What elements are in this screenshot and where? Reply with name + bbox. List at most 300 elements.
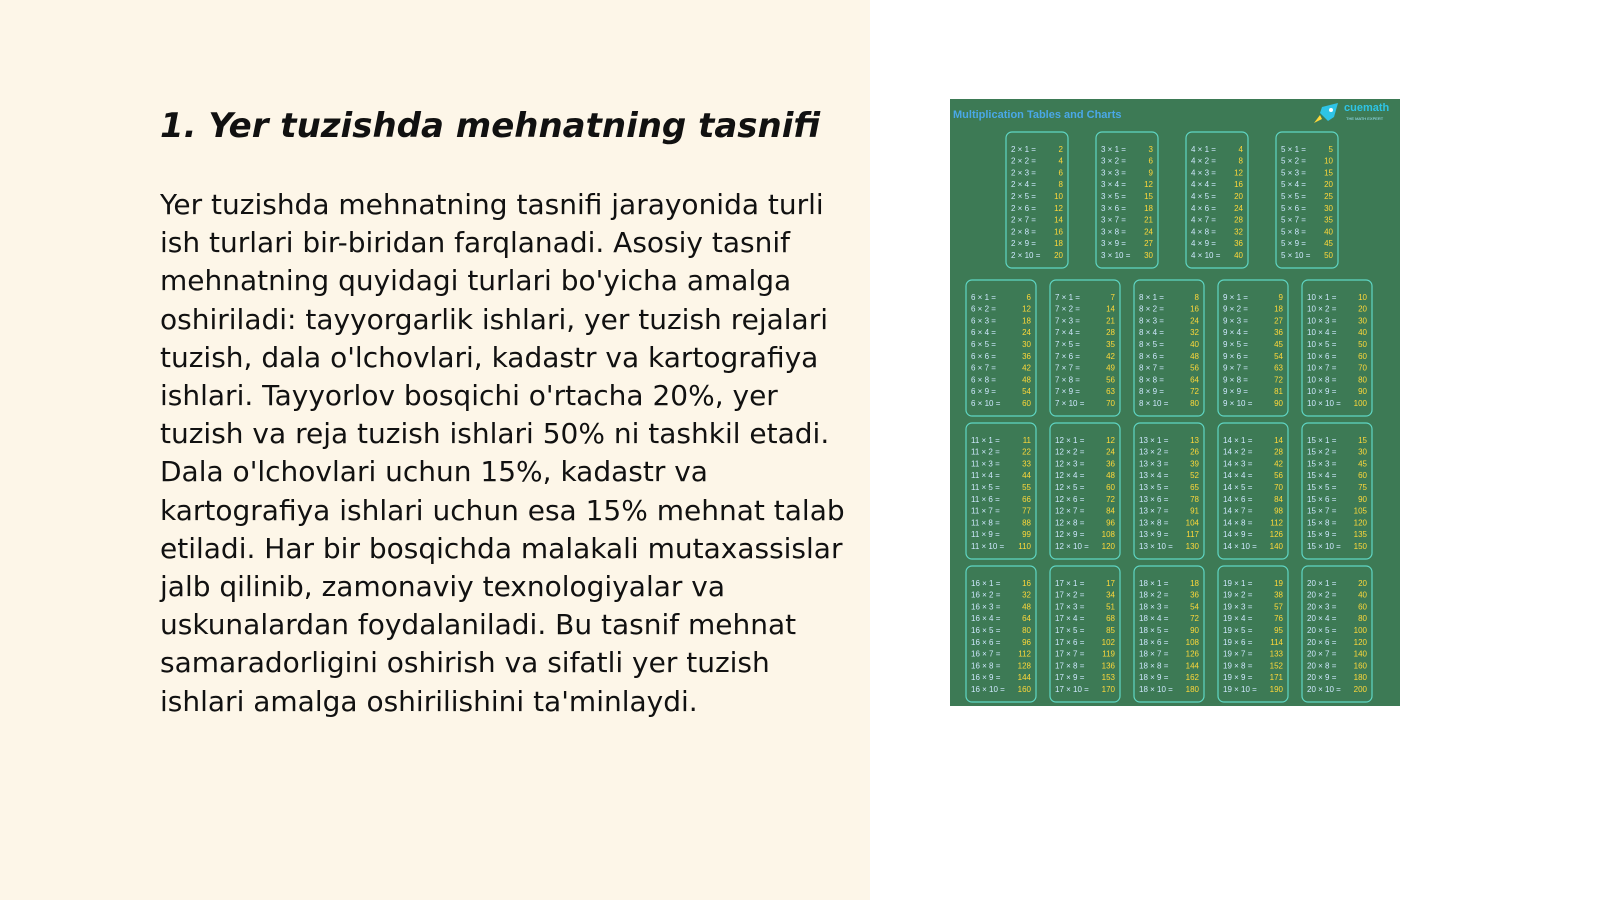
svg-text:12 × 6 =: 12 × 6 = bbox=[1055, 494, 1085, 504]
svg-text:56: 56 bbox=[1106, 375, 1115, 385]
svg-text:126: 126 bbox=[1269, 530, 1283, 540]
slide-title: 1. Yer tuzishda mehnatning tasnifi bbox=[160, 106, 821, 146]
svg-text:40: 40 bbox=[1358, 590, 1367, 600]
svg-text:13 × 3 =: 13 × 3 = bbox=[1139, 459, 1169, 469]
svg-text:8 × 8 =: 8 × 8 = bbox=[1139, 375, 1164, 385]
svg-text:18 × 4 =: 18 × 4 = bbox=[1139, 614, 1169, 624]
svg-text:60: 60 bbox=[1358, 351, 1367, 361]
svg-text:18 × 1 =: 18 × 1 = bbox=[1139, 578, 1169, 588]
svg-text:12 × 7 =: 12 × 7 = bbox=[1055, 506, 1085, 516]
svg-text:90: 90 bbox=[1358, 387, 1367, 397]
svg-text:10 × 8 =: 10 × 8 = bbox=[1307, 375, 1337, 385]
svg-text:68: 68 bbox=[1106, 614, 1115, 624]
svg-text:126: 126 bbox=[1185, 649, 1199, 659]
svg-text:4 × 1 =: 4 × 1 = bbox=[1191, 144, 1216, 154]
svg-text:3 × 3 =: 3 × 3 = bbox=[1101, 168, 1126, 178]
svg-text:190: 190 bbox=[1269, 685, 1283, 694]
svg-text:12 × 1 =: 12 × 1 = bbox=[1055, 435, 1085, 445]
svg-text:72: 72 bbox=[1190, 387, 1199, 397]
svg-text:36: 36 bbox=[1274, 328, 1283, 338]
svg-text:13 × 8 =: 13 × 8 = bbox=[1139, 518, 1169, 528]
svg-text:11 × 2 =: 11 × 2 = bbox=[971, 447, 1000, 457]
svg-text:21: 21 bbox=[1106, 316, 1115, 326]
table-card-3 bbox=[1096, 132, 1158, 268]
svg-text:17 × 9 =: 17 × 9 = bbox=[1055, 673, 1085, 683]
svg-text:2: 2 bbox=[1058, 144, 1063, 154]
svg-text:11 × 7 =: 11 × 7 = bbox=[971, 506, 1000, 516]
svg-text:114: 114 bbox=[1270, 637, 1283, 647]
svg-text:18: 18 bbox=[1022, 316, 1031, 326]
svg-text:4 × 10 =: 4 × 10 = bbox=[1191, 251, 1221, 260]
svg-text:30: 30 bbox=[1358, 447, 1367, 457]
svg-text:8: 8 bbox=[1194, 292, 1199, 302]
logo-subtext: THE MATH EXPERT bbox=[1346, 116, 1384, 121]
svg-text:65: 65 bbox=[1190, 483, 1199, 492]
svg-text:54: 54 bbox=[1022, 387, 1031, 397]
svg-text:171: 171 bbox=[1269, 673, 1283, 683]
svg-text:19 × 6 =: 19 × 6 = bbox=[1223, 637, 1253, 647]
svg-text:8 × 2 =: 8 × 2 = bbox=[1139, 304, 1164, 314]
svg-text:120: 120 bbox=[1101, 542, 1115, 551]
svg-text:6 × 8 =: 6 × 8 = bbox=[971, 375, 996, 385]
svg-text:17 × 6 =: 17 × 6 = bbox=[1055, 637, 1085, 647]
svg-text:15: 15 bbox=[1358, 435, 1367, 445]
svg-text:8 × 5 =: 8 × 5 = bbox=[1139, 340, 1164, 349]
svg-text:9 × 4 =: 9 × 4 = bbox=[1223, 328, 1248, 338]
svg-text:18 × 2 =: 18 × 2 = bbox=[1139, 590, 1169, 600]
svg-text:63: 63 bbox=[1106, 387, 1115, 397]
svg-text:12 × 3 =: 12 × 3 = bbox=[1055, 459, 1085, 469]
svg-text:19 × 9 =: 19 × 9 = bbox=[1223, 673, 1253, 683]
svg-text:20 × 4 =: 20 × 4 = bbox=[1307, 614, 1337, 624]
svg-text:13 × 6 =: 13 × 6 = bbox=[1139, 494, 1169, 504]
svg-text:72: 72 bbox=[1106, 494, 1115, 504]
svg-text:7 × 8 =: 7 × 8 = bbox=[1055, 375, 1080, 385]
table-card-18 bbox=[1134, 566, 1204, 702]
svg-text:48: 48 bbox=[1022, 375, 1031, 385]
svg-text:15 × 2 =: 15 × 2 = bbox=[1307, 447, 1337, 457]
svg-text:18 × 7 =: 18 × 7 = bbox=[1139, 649, 1169, 659]
svg-text:140: 140 bbox=[1269, 542, 1283, 551]
svg-text:100: 100 bbox=[1353, 626, 1367, 635]
svg-text:180: 180 bbox=[1353, 673, 1367, 683]
svg-text:3 × 6 =: 3 × 6 = bbox=[1101, 203, 1126, 213]
svg-text:11 × 10 =: 11 × 10 = bbox=[971, 542, 1005, 551]
svg-text:160: 160 bbox=[1017, 685, 1031, 694]
svg-text:16 × 2 =: 16 × 2 = bbox=[971, 590, 1001, 600]
svg-text:18 × 9 =: 18 × 9 = bbox=[1139, 673, 1169, 683]
svg-text:48: 48 bbox=[1106, 471, 1115, 481]
svg-text:5 × 1 =: 5 × 1 = bbox=[1281, 144, 1306, 154]
svg-text:20 × 6 =: 20 × 6 = bbox=[1307, 637, 1337, 647]
svg-text:9 × 10 =: 9 × 10 = bbox=[1223, 399, 1253, 408]
svg-text:11 × 8 =: 11 × 8 = bbox=[971, 518, 1000, 528]
svg-text:44: 44 bbox=[1022, 471, 1031, 481]
svg-text:105: 105 bbox=[1353, 506, 1367, 516]
table-card-7 bbox=[1050, 280, 1120, 416]
svg-text:56: 56 bbox=[1190, 363, 1199, 373]
svg-text:17 × 5 =: 17 × 5 = bbox=[1055, 626, 1085, 635]
svg-text:10: 10 bbox=[1358, 292, 1367, 302]
svg-text:13 × 9 =: 13 × 9 = bbox=[1139, 530, 1169, 540]
svg-text:3 × 1 =: 3 × 1 = bbox=[1101, 144, 1126, 154]
svg-text:8: 8 bbox=[1238, 156, 1243, 166]
svg-text:102: 102 bbox=[1101, 637, 1115, 647]
multiplication-chart-graphic bbox=[950, 99, 1400, 706]
svg-text:12: 12 bbox=[1054, 203, 1063, 213]
svg-text:20 × 3 =: 20 × 3 = bbox=[1307, 602, 1337, 612]
svg-text:95: 95 bbox=[1274, 626, 1283, 635]
svg-text:16 × 6 =: 16 × 6 = bbox=[971, 637, 1001, 647]
svg-text:24: 24 bbox=[1144, 227, 1153, 237]
svg-text:18: 18 bbox=[1274, 304, 1283, 314]
svg-text:34: 34 bbox=[1106, 590, 1115, 600]
svg-text:7 × 3 =: 7 × 3 = bbox=[1055, 316, 1080, 326]
svg-text:10: 10 bbox=[1054, 192, 1063, 201]
svg-text:200: 200 bbox=[1353, 685, 1367, 694]
svg-text:19 × 5 =: 19 × 5 = bbox=[1223, 626, 1253, 635]
svg-text:6 × 2 =: 6 × 2 = bbox=[971, 304, 996, 314]
svg-text:84: 84 bbox=[1274, 494, 1283, 504]
svg-text:32: 32 bbox=[1190, 328, 1199, 338]
svg-text:4 × 6 =: 4 × 6 = bbox=[1191, 203, 1216, 213]
svg-text:70: 70 bbox=[1274, 483, 1283, 492]
svg-text:70: 70 bbox=[1358, 363, 1367, 373]
svg-text:28: 28 bbox=[1106, 328, 1115, 338]
svg-text:10 × 2 =: 10 × 2 = bbox=[1307, 304, 1337, 314]
svg-text:4 × 7 =: 4 × 7 = bbox=[1191, 215, 1216, 225]
svg-text:51: 51 bbox=[1106, 602, 1115, 612]
svg-text:18 × 10 =: 18 × 10 = bbox=[1139, 685, 1173, 694]
svg-text:8 × 7 =: 8 × 7 = bbox=[1139, 363, 1164, 373]
svg-text:96: 96 bbox=[1022, 637, 1031, 647]
svg-text:12 × 8 =: 12 × 8 = bbox=[1055, 518, 1085, 528]
svg-text:14 × 8 =: 14 × 8 = bbox=[1223, 518, 1253, 528]
svg-text:57: 57 bbox=[1274, 602, 1283, 612]
svg-text:5 × 7 =: 5 × 7 = bbox=[1281, 215, 1306, 225]
svg-text:36: 36 bbox=[1106, 459, 1115, 469]
svg-text:19 × 1 =: 19 × 1 = bbox=[1223, 578, 1253, 588]
svg-text:5 × 4 =: 5 × 4 = bbox=[1281, 180, 1306, 190]
svg-text:32: 32 bbox=[1234, 227, 1243, 237]
svg-text:18 × 6 =: 18 × 6 = bbox=[1139, 637, 1169, 647]
svg-text:19 × 3 =: 19 × 3 = bbox=[1223, 602, 1253, 612]
svg-text:12: 12 bbox=[1022, 304, 1031, 314]
svg-text:136: 136 bbox=[1101, 661, 1115, 671]
table-card-16 bbox=[966, 566, 1036, 702]
svg-text:91: 91 bbox=[1190, 506, 1199, 516]
svg-text:9 × 7 =: 9 × 7 = bbox=[1223, 363, 1248, 373]
svg-text:19 × 7 =: 19 × 7 = bbox=[1223, 649, 1253, 659]
svg-text:13 × 2 =: 13 × 2 = bbox=[1139, 447, 1169, 457]
svg-text:120: 120 bbox=[1353, 637, 1367, 647]
svg-text:6 × 10 =: 6 × 10 = bbox=[971, 399, 1001, 408]
svg-text:153: 153 bbox=[1101, 673, 1115, 683]
svg-text:104: 104 bbox=[1185, 518, 1199, 528]
svg-text:14 × 2 =: 14 × 2 = bbox=[1223, 447, 1253, 457]
svg-text:20 × 10 =: 20 × 10 = bbox=[1307, 685, 1341, 694]
table-card-5 bbox=[1276, 132, 1338, 268]
svg-text:17 × 7 =: 17 × 7 = bbox=[1055, 649, 1085, 659]
svg-text:14: 14 bbox=[1274, 435, 1283, 445]
svg-text:14: 14 bbox=[1106, 304, 1115, 314]
table-card-13 bbox=[1134, 423, 1204, 559]
svg-text:17: 17 bbox=[1106, 578, 1115, 588]
svg-text:16: 16 bbox=[1022, 578, 1031, 588]
svg-text:5 × 9 =: 5 × 9 = bbox=[1281, 239, 1306, 249]
svg-text:45: 45 bbox=[1274, 340, 1283, 349]
multiplication-tables-grid bbox=[966, 132, 1372, 702]
svg-text:16: 16 bbox=[1190, 304, 1199, 314]
svg-text:42: 42 bbox=[1022, 363, 1031, 373]
svg-text:152: 152 bbox=[1269, 661, 1283, 671]
svg-text:60: 60 bbox=[1106, 483, 1115, 492]
svg-text:24: 24 bbox=[1022, 328, 1031, 338]
svg-text:15 × 1 =: 15 × 1 = bbox=[1307, 435, 1337, 445]
svg-text:13 × 7 =: 13 × 7 = bbox=[1139, 506, 1169, 516]
table-card-6 bbox=[966, 280, 1036, 416]
svg-text:81: 81 bbox=[1274, 387, 1283, 397]
svg-text:14 × 4 =: 14 × 4 = bbox=[1223, 471, 1253, 481]
svg-text:75: 75 bbox=[1358, 483, 1367, 492]
svg-text:19 × 4 =: 19 × 4 = bbox=[1223, 614, 1253, 624]
svg-text:35: 35 bbox=[1106, 340, 1115, 349]
svg-text:88: 88 bbox=[1022, 518, 1031, 528]
svg-text:17 × 8 =: 17 × 8 = bbox=[1055, 661, 1085, 671]
svg-text:30: 30 bbox=[1358, 316, 1367, 326]
svg-text:9 × 1 =: 9 × 1 = bbox=[1223, 292, 1248, 302]
svg-text:40: 40 bbox=[1234, 251, 1243, 260]
svg-text:15: 15 bbox=[1144, 192, 1153, 201]
svg-text:52: 52 bbox=[1190, 471, 1199, 481]
svg-text:21: 21 bbox=[1144, 215, 1153, 225]
svg-text:128: 128 bbox=[1017, 661, 1031, 671]
svg-text:33: 33 bbox=[1022, 459, 1031, 469]
svg-text:19 × 10 =: 19 × 10 = bbox=[1223, 685, 1257, 694]
svg-text:144: 144 bbox=[1185, 661, 1199, 671]
table-card-4 bbox=[1186, 132, 1248, 268]
svg-text:3 × 2 =: 3 × 2 = bbox=[1101, 156, 1126, 166]
table-card-17 bbox=[1050, 566, 1120, 702]
svg-text:18 × 5 =: 18 × 5 = bbox=[1139, 626, 1169, 635]
svg-text:20 × 2 =: 20 × 2 = bbox=[1307, 590, 1337, 600]
svg-text:9 × 2 =: 9 × 2 = bbox=[1223, 304, 1248, 314]
svg-text:10 × 4 =: 10 × 4 = bbox=[1307, 328, 1337, 338]
svg-text:26: 26 bbox=[1190, 447, 1199, 457]
table-card-10 bbox=[1302, 280, 1372, 416]
svg-text:35: 35 bbox=[1324, 215, 1333, 225]
svg-text:80: 80 bbox=[1358, 614, 1367, 624]
svg-text:42: 42 bbox=[1274, 459, 1283, 469]
svg-text:80: 80 bbox=[1190, 399, 1199, 408]
svg-text:70: 70 bbox=[1106, 399, 1115, 408]
svg-text:16 × 9 =: 16 × 9 = bbox=[971, 673, 1001, 683]
table-card-19 bbox=[1218, 566, 1288, 702]
svg-text:18: 18 bbox=[1190, 578, 1199, 588]
svg-text:19 × 2 =: 19 × 2 = bbox=[1223, 590, 1253, 600]
svg-text:30: 30 bbox=[1324, 203, 1333, 213]
svg-text:16 × 5 =: 16 × 5 = bbox=[971, 626, 1001, 635]
svg-text:15 × 7 =: 15 × 7 = bbox=[1307, 506, 1337, 516]
table-card-11 bbox=[966, 423, 1036, 559]
svg-text:63: 63 bbox=[1274, 363, 1283, 373]
svg-text:4 × 5 =: 4 × 5 = bbox=[1191, 192, 1216, 201]
svg-text:80: 80 bbox=[1358, 375, 1367, 385]
svg-text:2 × 8 =: 2 × 8 = bbox=[1011, 227, 1036, 237]
svg-text:14 × 6 =: 14 × 6 = bbox=[1223, 494, 1253, 504]
svg-text:108: 108 bbox=[1185, 637, 1199, 647]
svg-text:10 × 3 =: 10 × 3 = bbox=[1307, 316, 1337, 326]
svg-text:24: 24 bbox=[1190, 316, 1199, 326]
svg-text:130: 130 bbox=[1185, 542, 1199, 551]
svg-text:11 × 1 =: 11 × 1 = bbox=[971, 435, 1000, 445]
svg-text:112: 112 bbox=[1018, 649, 1031, 659]
svg-text:18 × 8 =: 18 × 8 = bbox=[1139, 661, 1169, 671]
svg-text:11: 11 bbox=[1022, 435, 1031, 445]
svg-text:5 × 6 =: 5 × 6 = bbox=[1281, 203, 1306, 213]
svg-text:48: 48 bbox=[1190, 351, 1199, 361]
svg-text:54: 54 bbox=[1274, 351, 1283, 361]
svg-text:150: 150 bbox=[1353, 542, 1367, 551]
svg-text:4 × 4 =: 4 × 4 = bbox=[1191, 180, 1216, 190]
svg-text:2 × 1 =: 2 × 1 = bbox=[1011, 144, 1036, 154]
svg-text:3 × 8 =: 3 × 8 = bbox=[1101, 227, 1126, 237]
svg-text:3 × 10 =: 3 × 10 = bbox=[1101, 251, 1131, 260]
svg-text:9 × 6 =: 9 × 6 = bbox=[1223, 351, 1248, 361]
svg-text:13 × 4 =: 13 × 4 = bbox=[1139, 471, 1169, 481]
svg-text:4: 4 bbox=[1238, 144, 1243, 154]
svg-text:8 × 4 =: 8 × 4 = bbox=[1139, 328, 1164, 338]
svg-text:13 × 1 =: 13 × 1 = bbox=[1139, 435, 1169, 445]
svg-text:64: 64 bbox=[1190, 375, 1199, 385]
svg-text:15 × 3 =: 15 × 3 = bbox=[1307, 459, 1337, 469]
svg-text:112: 112 bbox=[1270, 518, 1283, 528]
svg-text:6: 6 bbox=[1058, 168, 1063, 178]
svg-text:15 × 4 =: 15 × 4 = bbox=[1307, 471, 1337, 481]
svg-text:20: 20 bbox=[1054, 251, 1063, 260]
table-card-20 bbox=[1302, 566, 1372, 702]
svg-text:108: 108 bbox=[1101, 530, 1115, 540]
logo-text: cuemath bbox=[1344, 102, 1390, 114]
svg-text:45: 45 bbox=[1324, 239, 1333, 249]
svg-text:36: 36 bbox=[1022, 351, 1031, 361]
svg-text:66: 66 bbox=[1022, 494, 1031, 504]
svg-text:180: 180 bbox=[1185, 685, 1199, 694]
svg-text:2 × 6 =: 2 × 6 = bbox=[1011, 203, 1036, 213]
table-card-2 bbox=[1006, 132, 1068, 268]
svg-text:14 × 5 =: 14 × 5 = bbox=[1223, 483, 1253, 492]
svg-text:8 × 10 =: 8 × 10 = bbox=[1139, 399, 1169, 408]
svg-text:49: 49 bbox=[1106, 363, 1115, 373]
svg-text:6 × 5 =: 6 × 5 = bbox=[971, 340, 996, 349]
svg-text:7 × 10 =: 7 × 10 = bbox=[1055, 399, 1085, 408]
svg-text:27: 27 bbox=[1144, 239, 1153, 249]
svg-text:28: 28 bbox=[1274, 447, 1283, 457]
svg-text:54: 54 bbox=[1190, 602, 1199, 612]
svg-text:3 × 9 =: 3 × 9 = bbox=[1101, 239, 1126, 249]
svg-text:14: 14 bbox=[1054, 215, 1063, 225]
svg-text:84: 84 bbox=[1106, 506, 1115, 516]
svg-text:160: 160 bbox=[1353, 661, 1367, 671]
svg-text:9 × 5 =: 9 × 5 = bbox=[1223, 340, 1248, 349]
svg-text:4 × 9 =: 4 × 9 = bbox=[1191, 239, 1216, 249]
svg-text:12: 12 bbox=[1144, 180, 1153, 190]
svg-text:64: 64 bbox=[1022, 614, 1031, 624]
svg-text:8 × 6 =: 8 × 6 = bbox=[1139, 351, 1164, 361]
svg-text:6 × 4 =: 6 × 4 = bbox=[971, 328, 996, 338]
svg-text:6 × 3 =: 6 × 3 = bbox=[971, 316, 996, 326]
svg-text:4 × 2 =: 4 × 2 = bbox=[1191, 156, 1216, 166]
table-card-14 bbox=[1218, 423, 1288, 559]
svg-text:20: 20 bbox=[1358, 578, 1367, 588]
svg-text:40: 40 bbox=[1324, 227, 1333, 237]
svg-text:18: 18 bbox=[1054, 239, 1063, 249]
svg-text:36: 36 bbox=[1190, 590, 1199, 600]
svg-text:50: 50 bbox=[1324, 251, 1333, 260]
svg-text:5 × 2 =: 5 × 2 = bbox=[1281, 156, 1306, 166]
svg-text:5 × 3 =: 5 × 3 = bbox=[1281, 168, 1306, 178]
svg-text:13: 13 bbox=[1190, 435, 1199, 445]
svg-text:13 × 10 =: 13 × 10 = bbox=[1139, 542, 1173, 551]
slide-body-text: Yer tuzishda mehnatning tasnifi jarayonida turli ish turlari bir-biridan farqlanadi. Asosiy tasnif mehnatning quyidagi turlari bo'yicha amalga oshiriladi: tayyorgarlik ishlari, yer tuzish rejalari tuzish, dala o'lchovlari, kadastr va kartografiya ishlari. Tayyorlov bosqichi o'rtacha 20%, yer tuzish va reja tuzish ishlari 50% ni tashkil etadi. Dala o'lchovlari uchun 15%, kadastr va kartografiya ishlari uchun esa 15% mehnat talab etiladi. Har bir bosqichda malakali mutaxassislar jalb qilinib, zamonaviy texnologiyalar va uskunalardan foydalaniladi. Bu tasnif mehnat samaradorligini oshirish va sifatli yer tuzish ishlari amalga oshirilishini ta'minlaydi. bbox=[160, 188, 845, 718]
svg-text:11 × 3 =: 11 × 3 = bbox=[971, 459, 1000, 469]
svg-text:15 × 10 =: 15 × 10 = bbox=[1307, 542, 1341, 551]
svg-text:55: 55 bbox=[1022, 483, 1031, 492]
svg-text:10 × 6 =: 10 × 6 = bbox=[1307, 351, 1337, 361]
svg-text:20 × 5 =: 20 × 5 = bbox=[1307, 626, 1337, 635]
svg-text:4 × 8 =: 4 × 8 = bbox=[1191, 227, 1216, 237]
svg-text:3: 3 bbox=[1148, 144, 1153, 154]
svg-text:12 × 2 =: 12 × 2 = bbox=[1055, 447, 1085, 457]
svg-text:13 × 5 =: 13 × 5 = bbox=[1139, 483, 1169, 492]
svg-text:2 × 4 =: 2 × 4 = bbox=[1011, 180, 1036, 190]
svg-text:39: 39 bbox=[1190, 459, 1199, 469]
svg-text:25: 25 bbox=[1324, 192, 1333, 201]
svg-text:20 × 9 =: 20 × 9 = bbox=[1307, 673, 1337, 683]
svg-text:5 × 8 =: 5 × 8 = bbox=[1281, 227, 1306, 237]
svg-text:20: 20 bbox=[1234, 192, 1243, 201]
svg-text:20 × 1 =: 20 × 1 = bbox=[1307, 578, 1337, 588]
svg-text:6: 6 bbox=[1148, 156, 1153, 166]
table-card-12 bbox=[1050, 423, 1120, 559]
svg-text:3 × 7 =: 3 × 7 = bbox=[1101, 215, 1126, 225]
svg-text:16: 16 bbox=[1054, 227, 1063, 237]
svg-text:20 × 7 =: 20 × 7 = bbox=[1307, 649, 1337, 659]
svg-text:90: 90 bbox=[1358, 494, 1367, 504]
svg-text:78: 78 bbox=[1190, 494, 1199, 504]
svg-text:36: 36 bbox=[1234, 239, 1243, 249]
svg-text:72: 72 bbox=[1190, 614, 1199, 624]
svg-text:8 × 9 =: 8 × 9 = bbox=[1139, 387, 1164, 397]
svg-text:8 × 3 =: 8 × 3 = bbox=[1139, 316, 1164, 326]
svg-text:11 × 4 =: 11 × 4 = bbox=[971, 471, 1000, 481]
svg-text:4: 4 bbox=[1058, 156, 1063, 166]
svg-text:30: 30 bbox=[1144, 251, 1153, 260]
svg-text:11 × 6 =: 11 × 6 = bbox=[971, 494, 1000, 504]
svg-text:45: 45 bbox=[1358, 459, 1367, 469]
svg-text:10: 10 bbox=[1324, 156, 1333, 166]
svg-text:7 × 5 =: 7 × 5 = bbox=[1055, 340, 1080, 349]
svg-text:16 × 4 =: 16 × 4 = bbox=[971, 614, 1001, 624]
svg-text:24: 24 bbox=[1106, 447, 1115, 457]
svg-text:5 × 10 =: 5 × 10 = bbox=[1281, 251, 1311, 260]
svg-text:140: 140 bbox=[1353, 649, 1367, 659]
svg-text:117: 117 bbox=[1186, 530, 1199, 540]
svg-text:28: 28 bbox=[1234, 215, 1243, 225]
svg-text:2 × 2 =: 2 × 2 = bbox=[1011, 156, 1036, 166]
svg-text:7 × 7 =: 7 × 7 = bbox=[1055, 363, 1080, 373]
svg-text:2 × 7 =: 2 × 7 = bbox=[1011, 215, 1036, 225]
